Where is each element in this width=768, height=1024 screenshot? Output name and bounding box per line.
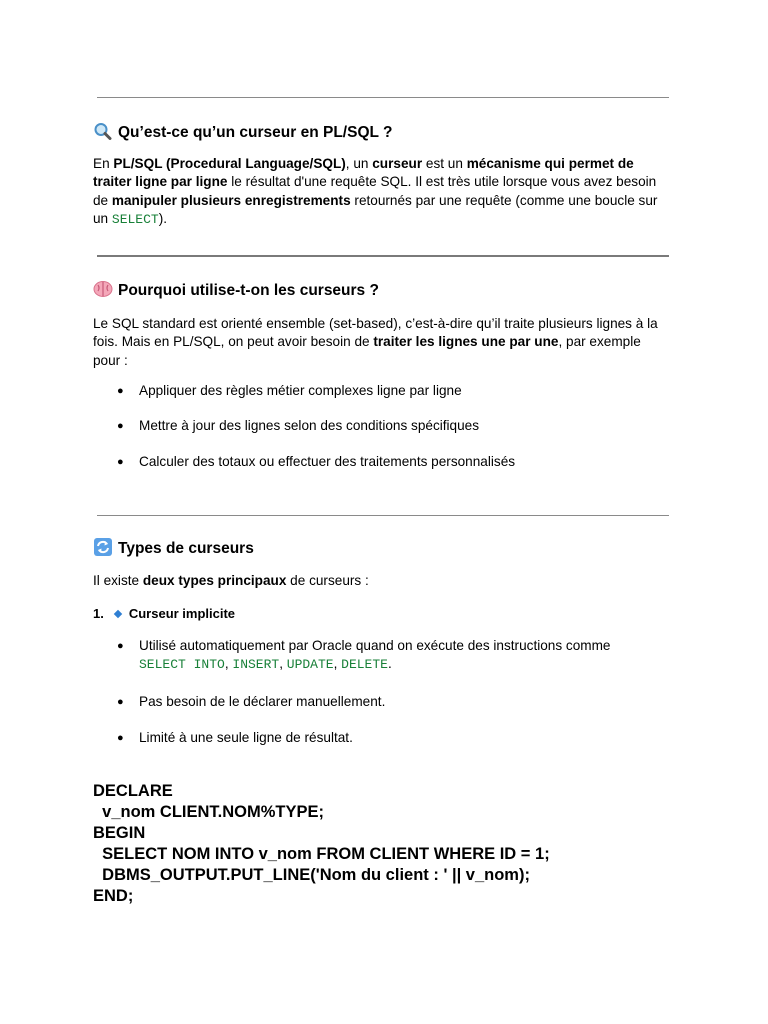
code-line: SELECT NOM INTO v_nom FROM CLIENT WHERE ID = 1; <box>93 845 550 863</box>
text: Il existe <box>93 573 143 588</box>
list-item-text: Calculer des totaux ou effectuer des traitements personnalisés <box>139 454 516 469</box>
bullet-icon: ● <box>117 640 124 652</box>
bold-text: mécanisme qui permet de traiter ligne par ligne <box>93 156 634 190</box>
bullet-icon: ● <box>117 732 124 744</box>
list-item-text: Appliquer des règles métier complexes ligne par ligne <box>139 383 462 398</box>
bullet-icon: ● <box>117 385 124 397</box>
code-line: DBMS_OUTPUT.PUT_LINE('Nom du client : ' || v_nom); <box>93 866 530 884</box>
text: de curseurs : <box>286 573 369 588</box>
item-number: 1. <box>93 606 104 621</box>
numbered-item <box>93 605 235 623</box>
divider <box>97 255 669 257</box>
text: Utilisé automatiquement par Oracle quand on exécute des instructions comme <box>139 638 611 653</box>
bold-text: traiter les lignes une par une <box>373 334 559 350</box>
code-line: DECLARE <box>93 782 173 800</box>
section-heading <box>93 280 379 301</box>
diamond-icon <box>114 610 122 618</box>
list-item-text: Pas besoin de le déclarer manuellement. <box>139 694 386 709</box>
bold-text: deux types principaux <box>142 573 287 588</box>
magnifier-icon <box>93 122 113 140</box>
text: , par exemple pour : <box>93 334 641 368</box>
divider <box>97 97 669 98</box>
inline-code: SELECT <box>111 212 159 228</box>
code-block <box>93 781 550 907</box>
bold-text: PL/SQL (Procedural Language/SQL) <box>113 156 346 171</box>
text: , un <box>345 156 373 171</box>
bullet-icon: ● <box>117 456 124 468</box>
paragraph <box>93 572 669 590</box>
separator: , <box>279 656 287 672</box>
brain-icon <box>93 280 113 298</box>
bold-text: manipuler plusieurs enregistrements <box>111 192 351 208</box>
heading-text: Qu’est-ce qu’un curseur en PL/SQL ? <box>118 124 393 141</box>
heading-text: Pourquoi utilise-t-on les curseurs ? <box>118 282 379 299</box>
code-line: END; <box>93 887 134 905</box>
refresh-icon <box>93 538 113 556</box>
bullet-icon: ● <box>117 696 124 708</box>
text: ). <box>158 211 168 227</box>
section-heading <box>93 538 254 559</box>
bullet-icon: ● <box>117 420 124 432</box>
heading-text: Types de curseurs <box>118 540 254 557</box>
divider <box>97 515 669 516</box>
code-line: v_nom CLIENT.NOM%TYPE; <box>93 803 325 821</box>
text: Le SQL standard est orienté ensemble (set-based), c’est-à-dire qu’il traite plusieurs lignes à la fois. Mais en PL/SQL, on peut avoir besoin de <box>93 316 658 350</box>
text: est un <box>422 156 467 171</box>
text: En <box>93 156 114 171</box>
inline-code: UPDATE <box>286 657 334 673</box>
item-label: Curseur implicite <box>128 606 236 621</box>
inline-code: DELETE <box>341 657 388 673</box>
bold-text: curseur <box>372 156 423 171</box>
text: . <box>387 656 392 672</box>
list-item-text: Mettre à jour des lignes selon des conditions spécifiques <box>139 418 480 433</box>
separator: , <box>333 656 342 672</box>
text: retournés par une requête (comme une boucle sur un <box>93 192 658 227</box>
code-line: BEGIN <box>93 824 146 842</box>
paragraph <box>93 315 669 370</box>
separator: , <box>224 656 233 672</box>
list-item-text: Limité à une seule ligne de résultat. <box>139 730 353 745</box>
section-heading <box>93 122 392 143</box>
paragraph <box>93 155 669 230</box>
inline-code: SELECT INTO <box>139 657 225 673</box>
inline-code: INSERT <box>232 657 280 673</box>
list-item-text <box>139 637 659 675</box>
text: le résultat d'une requête SQL. Il est très utile lorsque vous avez besoin de <box>93 174 657 208</box>
